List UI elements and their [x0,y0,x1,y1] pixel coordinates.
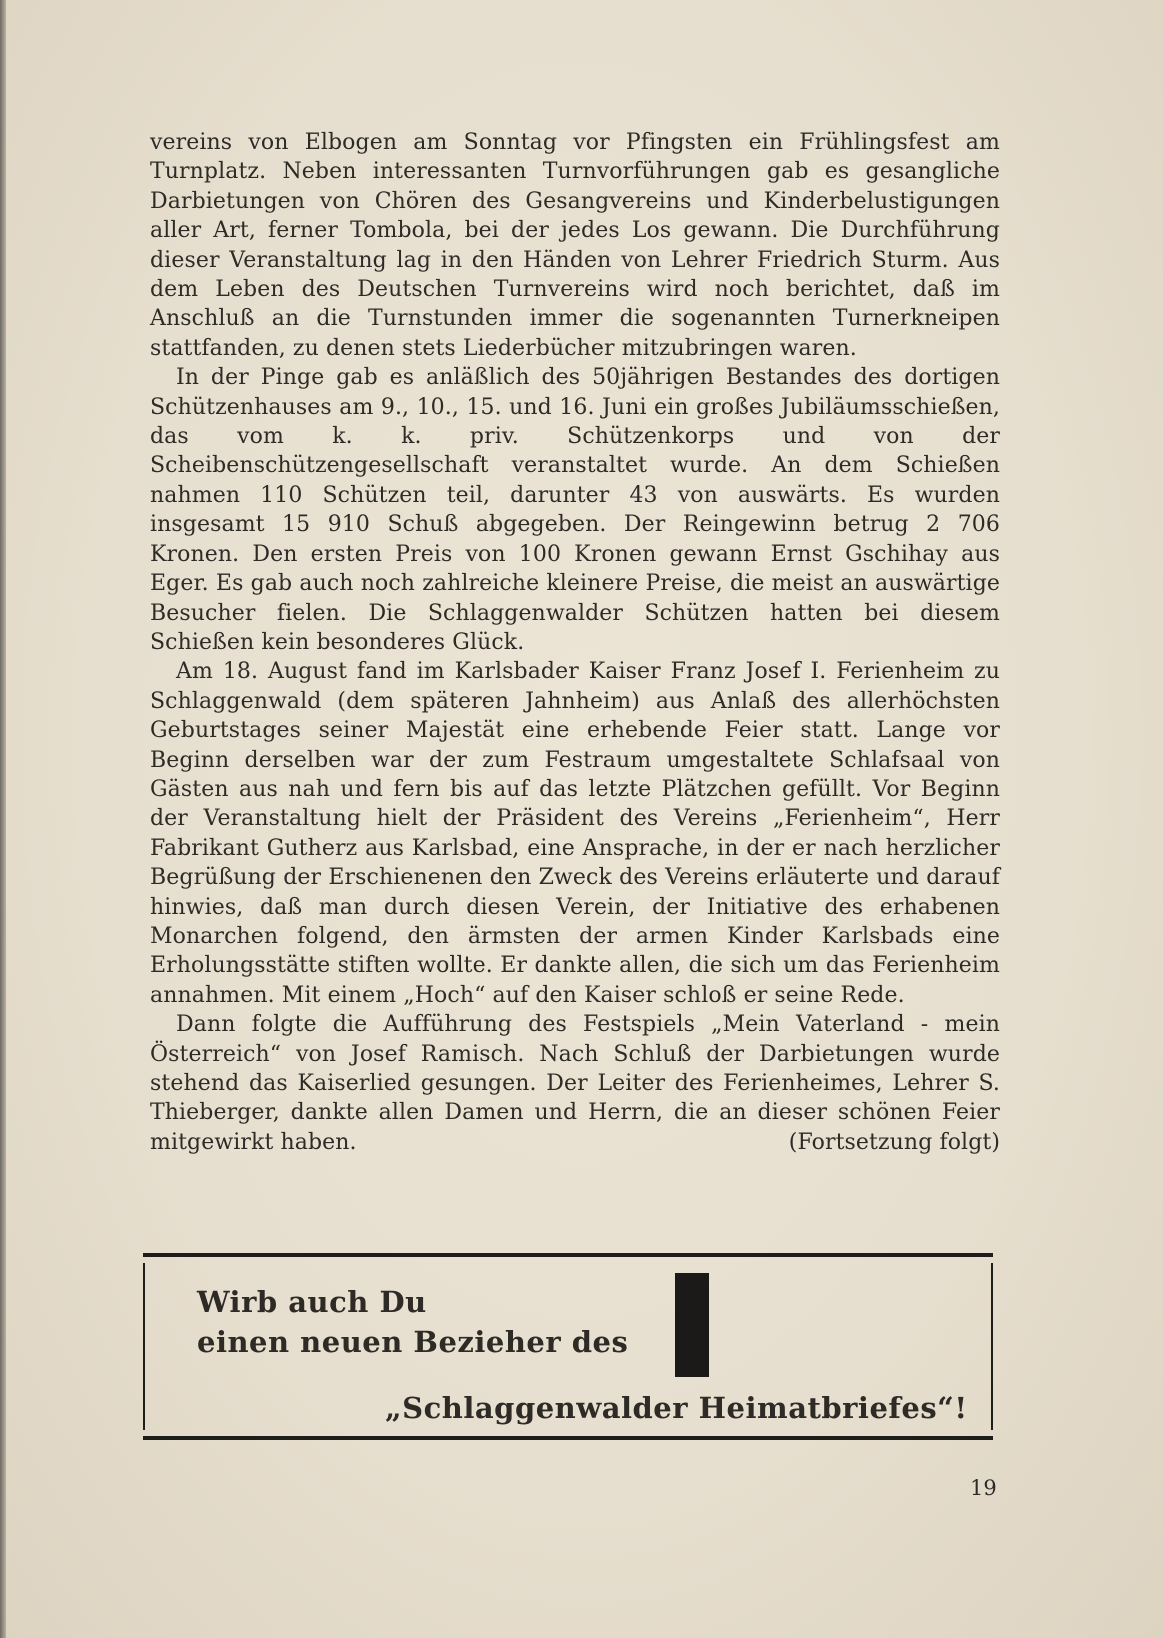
paragraph-4 [150,1010,1000,1157]
article-body [150,128,1000,1157]
advert-line-1: Wirb auch Du [197,1285,427,1319]
advert-frame [143,1263,993,1430]
paragraph-4-text: Dann folgte die Aufführung des Festspiels „Mein Vaterland - mein Österreich“ von Josef Ramisch. Nach Schluß der Darbietungen wurde stehend das Kaiserlied gesungen. Der Leiter des Ferienheimes, Lehrer S. Thieberger, dankte allen Damen und Herrn, die an dieser schönen Feier mitgewirkt haben. [150,1012,1000,1155]
advert-line-3: „Schlaggenwalder Heimatbriefes“! [385,1391,968,1425]
page-number: 19 [970,1476,997,1500]
continuation-note: (Fortsetzung folgt) [788,1129,1000,1155]
advert-line-2: einen neuen Bezieher des [197,1325,629,1359]
paragraph-3: Am 18. August fand im Karlsbader Kaiser Franz Josef I. Ferienheim zu Schlaggenwald (dem späteren Jahnheim) aus Anlaß des allerhöchsten Geburtstages seiner Majestät eine erhebende Feier statt. Lange vor Beginn derselben war der zum Festraum umgestaltete Schlafsaal von Gästen aus nah und fern bis auf das letzte Plätzchen gefüllt. Vor Beginn der Veranstaltung hielt der Präsident des Vereins „Ferienheim“, Herr Fabrikant Gutherz aus Karlsbad, eine Ansprache, in der er nach herzlicher Begrüßung der Erschienenen den Zweck des Vereins erläuterte und darauf hinwies, daß man durch diesen Verein, der Initiative des erhabenen Monarchen folgend, den ärmsten der armen Kinder Karlsbads eine Erholungsstätte stiften wollte. Er dankte allen, die sich um das Ferienheim annahmen. Mit einem „Hoch“ auf den Kaiser schloß er seine Rede. [150,659,1000,1008]
advert-black-bar [675,1273,709,1377]
subscription-advert-box [143,1253,993,1440]
paragraph-1: vereins von Elbogen am Sonntag vor Pfingsten ein Frühlingsfest am Turnplatz. Neben interessanten Turnvorführungen gab es gesangliche Darbietungen von Chören des Gesangvereins und Kinderbelustigungen aller Art, ferner Tombola, bei der jedes Los gewann. Die Durchführung dieser Veranstaltung lag in den Händen von Lehrer Friedrich Sturm. Aus dem Leben des Deutschen Turnvereins wird noch berichtet, daß im Anschluß an die Turnstunden immer die sogenannten Turnerkneipen stattfanden, zu denen stets Liederbücher mitzubringen waren. [150,130,1000,361]
paragraph-2: In der Pinge gab es anläßlich des 50jährigen Bestandes des dortigen Schützenhauses am 9., 10., 15. und 16. Juni ein großes Jubiläumsschießen, das vom k. k. priv. Schützenkorps und von der Scheibenschützengesellschaft veranstaltet wurde. An dem Schießen nahmen 110 Schützen teil, darunter 43 von auswärts. Es wurden insgesamt 15 910 Schuß abgegeben. Der Reingewinn betrug 2 706 Kronen. Den ersten Preis von 100 Kronen gewann Ernst Gschihay aus Eger. Es gab auch noch zahlreiche kleinere Preise, die meist an auswärtige Besucher fielen. Die Schlaggenwalder Schützen hatten bei diesem Schießen kein besonderes Glück. [150,365,1000,655]
binding-edge [0,0,6,1638]
